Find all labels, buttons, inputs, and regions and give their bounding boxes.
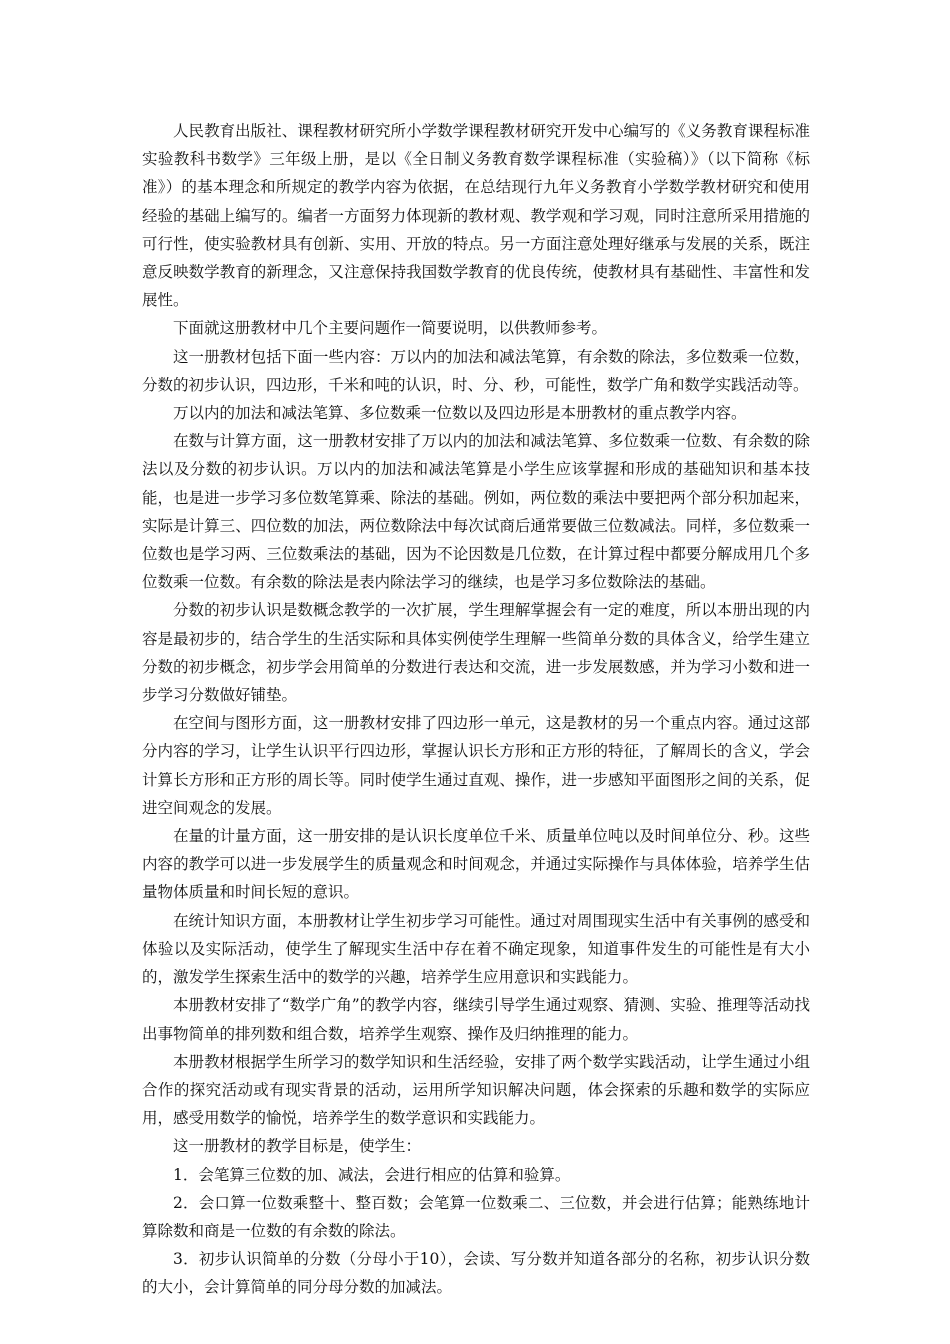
paragraph-fractions: 分数的初步认识是数概念教学的一次扩展，学生理解掌握会有一定的难度，所以本册出现的内容是最初步的，结合学生的生活实际和具体实例使学生理解一些简单分数的具体含义，给学生建立分数的初步概念，初步学会用简单的分数进行表达和交流，进一步发展数感，并为学习小数和进一步学习分数做好铺垫。 — [142, 601, 810, 705]
paragraph-purpose: 下面就这册教材中几个主要问题作一简要说明，以供教师参考。 — [173, 319, 608, 338]
paragraph-goal-2: 2．会口算一位数乘整十、整百数；会笔算一位数乘二、三位数，并会进行估算；能熟练地计算除数和商是一位数的有余数的除法。 — [142, 1193, 810, 1240]
paragraph-measurement: 在量的计量方面，这一册安排的是认识长度单位千米、质量单位吨以及时间单位分、秒。这些内容的教学可以进一步发展学生的质量观念和时间观念，并通过实际操作与具体体验，培养学生估量物体质量和时间长短的意识。 — [142, 827, 810, 902]
paragraph-contents: 这一册教材包括下面一些内容：万以内的加法和减法笔算，有余数的除法，多位数乘一位数，分数的初步认识，四边形，千米和吨的认识，时、分、秒，可能性，数学广角和数学实践活动等。 — [142, 347, 810, 394]
paragraph-number-calculation: 在数与计算方面，这一册教材安排了万以内的加法和减法笔算、多位数乘一位数、有余数的除法以及分数的初步认识。万以内的加法和减法笔算是小学生应该掌握和形成的基础知识和基本技能，也是进一步学习多位数笔算乘、除法的基础。例如，两位数的乘法中要把两个部分积加起来，实际是计算三、四位数的加法，两位数除法中每次试商后通常要做三位数减法。同样，多位数乘一位数也是学习两、三位数乘法的基础，因为不论因数是几位数，在计算过程中都要分解成用几个多位数乘一位数。有余数的除法是表内除法学习的继续，也是学习多位数除法的基础。 — [142, 432, 810, 592]
paragraph-goal-3: 3．初步认识简单的分数（分母小于10），会读、写分数并知道各部分的名称，初步认识分数的大小，会计算简单的同分母分数的加减法。 — [142, 1250, 810, 1297]
paragraph-math-corner: 本册教材安排了“数学广角”的教学内容，继续引导学生通过观察、猜测、实验、推理等活动找出事物简单的排列数和组合数，培养学生观察、操作及归纳推理的能力。 — [142, 996, 810, 1043]
document-body — [142, 117, 810, 1302]
paragraph-goals-heading: 这一册教材的教学目标是，使学生： — [173, 1137, 422, 1156]
paragraph-practice-activities: 本册教材根据学生所学习的数学知识和生活经验，安排了两个数学实践活动，让学生通过小组合作的探究活动或有现实背景的活动，运用所学知识解决问题，体会探索的乐趣和数学的实际应用，感受用数学的愉悦，培养学生的数学意识和实践能力。 — [142, 1052, 810, 1128]
paragraph-key-content: 万以内的加法和减法笔算、多位数乘一位数以及四边形是本册教材的重点教学内容。 — [173, 404, 747, 423]
paragraph-goal-1: 1．会笔算三位数的加、减法，会进行相应的估算和验算。 — [173, 1165, 571, 1184]
paragraph-statistics: 在统计知识方面，本册教材让学生初步学习可能性。通过对周围现实生活中有关事例的感受和体验以及实际活动，使学生了解现实生活中存在着不确定现象，知道事件发生的可能性是有大小的，激发学生探索生活中的数学的兴趣，培养学生应用意识和实践能力。 — [142, 911, 810, 987]
paragraph-space-geometry: 在空间与图形方面，这一册教材安排了四边形一单元，这是教材的另一个重点内容。通过这部分内容的学习，让学生认识平行四边形，掌握认识长方形和正方形的特征，了解周长的含义，学会计算长方形和正方形的周长等。同时使学生通过直观、操作，进一步感知平面图形之间的关系，促进空间观念的发展。 — [142, 714, 810, 817]
paragraph-intro: 人民教育出版社、课程教材研究所小学数学课程教材研究开发中心编写的《义务教育课程标准实验教科书数学》三年级上册，是以《全日制义务教育数学课程标准（实验稿）》（以下简称《标准》）的基本理念和所规定的教学内容为依据，在总结现行九年义务教育小学数学教材研究和使用经验的基础上编写的。编者一方面努力体现新的教材观、教学观和学习观，同时注意所采用措施的可行性，使实验教材具有创新、实用、开放的特点。另一方面注意处理好继承与发展的关系，既注意反映数学教育的新理念，又注意保持我国数学教育的优良传统，使教材具有基础性、丰富性和发展性。 — [142, 122, 810, 310]
